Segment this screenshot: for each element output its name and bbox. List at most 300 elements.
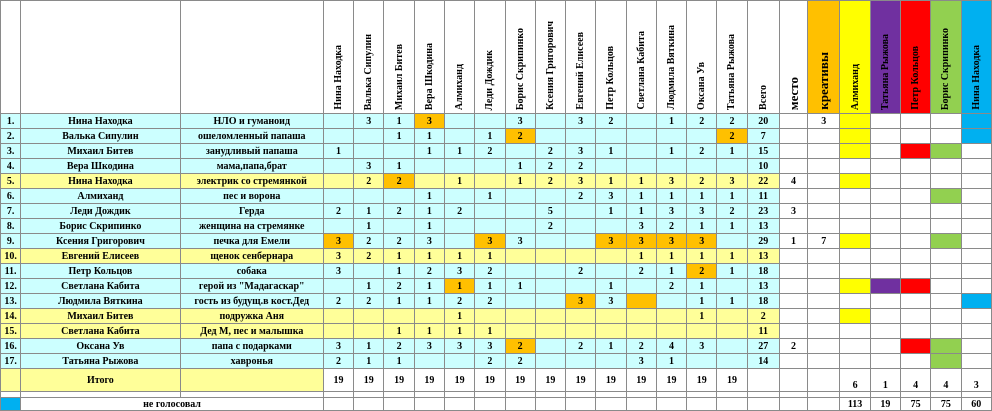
vote-cell: 2 [566,339,596,354]
vote-cell [535,264,565,279]
vote-cell: 2 [475,354,505,369]
creative-mark-yellow [840,279,870,294]
vote-cell [505,324,535,339]
vote-cell: 1 [444,279,474,294]
legend-empty [444,398,474,411]
vote-cell: 1 [444,174,474,189]
vote-cell: 1 [717,189,747,204]
creative-mark-green [931,339,961,354]
vote-cell [384,309,414,324]
vote-cell [414,354,444,369]
creative-count: 3 [961,369,992,392]
work-title: подружка Аня [180,309,323,324]
creative-mark-empty [840,294,870,309]
vote-cell: 2 [384,174,414,189]
author-name: Валька Сипулин [21,129,180,144]
vote-cell [596,309,626,324]
place-cell: 1 [779,234,807,249]
vote-cell: 2 [687,114,717,129]
legend-text: не голосовал [21,398,324,411]
vote-cell: 3 [505,114,535,129]
total-cell: 23 [747,204,779,219]
kreativ-cell [808,174,840,189]
vote-cell: 1 [414,279,444,294]
vote-cell [626,114,656,129]
vote-cell [444,219,474,234]
voter-header [444,1,474,114]
voter-header-label: Вера Шкодина [423,42,435,110]
vote-cell [717,324,747,339]
vote-cell: 1 [687,249,717,264]
kreativ-cell [808,249,840,264]
vote-cell: 1 [596,144,626,159]
vote-cell: 2 [444,204,474,219]
itogo-vote: 19 [414,369,444,392]
vote-cell [505,294,535,309]
vote-cell: 1 [354,204,384,219]
kreativ-cell [808,324,840,339]
vote-cell [596,249,626,264]
vote-cell: 3 [596,294,626,309]
creative-mark-empty [900,354,930,369]
row-number: 17. [1,354,21,369]
creative-mark-empty [840,324,870,339]
legend-empty [505,398,535,411]
table-row [1,264,992,279]
place-cell [779,309,807,324]
vote-cell: 3 [566,114,596,129]
legend-empty [717,398,747,411]
vote-cell: 3 [687,234,717,249]
vote-cell: 1 [384,264,414,279]
row-number: 9. [1,234,21,249]
place-cell [779,144,807,159]
place-cell [779,219,807,234]
vote-cell: 2 [354,174,384,189]
itogo-work [180,369,323,392]
creative-mark-empty [931,264,961,279]
vote-cell: 2 [717,114,747,129]
vote-cell: 2 [687,264,717,279]
legend-empty [596,398,626,411]
table-body [1,1,992,411]
author-name: Светлана Кабита [21,279,180,294]
author-name: Людмила Вяткина [21,294,180,309]
voter-header [354,1,384,114]
vote-cell: 1 [384,249,414,264]
vote-cell: 1 [717,144,747,159]
vote-cell: 3 [566,144,596,159]
table-row [1,339,992,354]
creative-mark-purple [870,279,900,294]
table-row [1,234,992,249]
vote-cell: 2 [505,354,535,369]
row-number: 16. [1,339,21,354]
legend-empty [354,398,384,411]
kreativ-cell [808,294,840,309]
row-number: 8. [1,219,21,234]
vote-cell: 1 [596,174,626,189]
work-title: пес и ворона [180,189,323,204]
kreativ-cell [808,219,840,234]
row-number: 14. [1,309,21,324]
itogo-vote: 19 [323,369,353,392]
vote-cell: 1 [656,249,686,264]
creative-header [961,1,992,114]
row-number: 10. [1,249,21,264]
vote-cell [535,324,565,339]
kreativ-cell [808,129,840,144]
vote-cell: 2 [323,354,353,369]
vote-cell: 2 [626,339,656,354]
row-number: 12. [1,279,21,294]
work-title: мама,папа,брат [180,159,323,174]
legend-empty [535,398,565,411]
creative-mark-empty [840,219,870,234]
voter-header [626,1,656,114]
vote-cell: 2 [384,279,414,294]
voter-header-label: Петр Кольцов [605,46,617,110]
table-row [1,189,992,204]
creative-mark-empty [931,114,961,129]
total-cell: 20 [747,114,779,129]
row-number: 4. [1,159,21,174]
vote-cell: 2 [384,339,414,354]
creative-header-label: Нина Находка [970,45,982,110]
place-cell [779,279,807,294]
creative-mark-yellow [840,174,870,189]
creative-count: 4 [931,369,961,392]
work-title: папа с подарками [180,339,323,354]
vote-cell: 2 [384,234,414,249]
voter-header [566,1,596,114]
vote-cell [505,189,535,204]
voter-header-label: Татьяна Рыжова [726,33,738,110]
vote-cell [535,279,565,294]
creative-mark-empty [870,234,900,249]
creative-mark-empty [900,174,930,189]
vote-cell: 1 [414,204,444,219]
vote-cell: 2 [656,279,686,294]
author-name: Оксана Ув [21,339,180,354]
voter-header [505,1,535,114]
creative-mark-empty [870,114,900,129]
creative-mark-empty [961,354,992,369]
vote-cell [626,294,656,309]
voter-header-label: Людмила Вяткина [665,25,677,110]
vote-cell: 1 [656,264,686,279]
voter-header-label: Евгений Елисеев [575,32,587,110]
vote-cell [384,144,414,159]
creative-mark-empty [870,294,900,309]
vote-cell: 2 [566,189,596,204]
vote-cell: 1 [687,189,717,204]
total-header: Всего [747,1,779,114]
creative-mark-green [931,234,961,249]
vote-cell [475,219,505,234]
creative-mark-empty [840,249,870,264]
total-cell: 18 [747,264,779,279]
vote-cell: 2 [535,144,565,159]
total-cell: 7 [747,129,779,144]
vote-cell: 3 [444,339,474,354]
author-name: Ксения Григорович [21,234,180,249]
voter-header [475,1,505,114]
vote-cell [596,354,626,369]
row-number: 7. [1,204,21,219]
place-cell [779,249,807,264]
creative-total: 19 [870,398,900,411]
creative-mark-empty [900,219,930,234]
vote-cell: 1 [475,324,505,339]
vote-cell [384,219,414,234]
header-row [1,1,992,114]
creative-total: 75 [931,398,961,411]
creative-mark-empty [961,144,992,159]
table-row [1,114,992,129]
creative-mark-red [900,339,930,354]
vote-cell: 2 [566,264,596,279]
creative-mark-empty [900,294,930,309]
vote-cell: 3 [566,174,596,189]
vote-cell: 1 [384,129,414,144]
vote-cell: 1 [384,294,414,309]
vote-cell [717,279,747,294]
vote-cell [323,159,353,174]
voter-header-label: Михаил Битев [393,43,405,110]
legend-empty [779,398,807,411]
total-cell: 13 [747,249,779,264]
row-number: 1. [1,114,21,129]
vote-cell: 1 [444,249,474,264]
vote-cell: 3 [444,264,474,279]
work-title: герой из "Мадагаскар" [180,279,323,294]
vote-cell [717,159,747,174]
creative-mark-empty [931,204,961,219]
vote-cell: 2 [444,294,474,309]
kreativ-cell: 7 [808,234,840,249]
legend-empty [566,398,596,411]
row-number: 15. [1,324,21,339]
voter-header-label: Борис Скрипинко [514,27,526,110]
vote-cell: 1 [717,219,747,234]
creative-mark-empty [870,189,900,204]
vote-cell: 1 [475,279,505,294]
work-title: НЛО и гуманоид [180,114,323,129]
place-cell [779,129,807,144]
total-cell: 15 [747,144,779,159]
creative-mark-yellow [840,129,870,144]
vote-cell [414,174,444,189]
row-number: 5. [1,174,21,189]
vote-cell: 1 [444,324,474,339]
author-name: Вера Шкодина [21,159,180,174]
creative-header-label: Борис Скрипинко [940,27,952,110]
total-cell: 13 [747,279,779,294]
creative-mark-empty [931,309,961,324]
voter-header [717,1,747,114]
vote-cell [717,354,747,369]
vote-cell: 3 [323,234,353,249]
creative-mark-empty [931,324,961,339]
place-cell [779,324,807,339]
vote-cell: 1 [414,219,444,234]
vote-cell [475,174,505,189]
creative-mark-empty [961,324,992,339]
author-name: Михаил Битев [21,144,180,159]
creative-total: 75 [900,398,930,411]
vote-cell: 2 [596,114,626,129]
vote-cell [566,204,596,219]
vote-cell [626,309,656,324]
creative-mark-yellow [840,234,870,249]
work-title: собака [180,264,323,279]
legend-empty [626,398,656,411]
vote-cell: 1 [414,324,444,339]
vote-cell [535,354,565,369]
creative-mark-empty [961,159,992,174]
table-row [1,249,992,264]
vote-cell [687,324,717,339]
table-row [1,309,992,324]
place-cell [779,189,807,204]
total-cell: 27 [747,339,779,354]
creative-mark-empty [900,249,930,264]
creative-mark-empty [961,174,992,189]
vote-cell [717,234,747,249]
place-cell [779,159,807,174]
voter-header [535,1,565,114]
kreativ-cell [808,204,840,219]
vote-cell [687,159,717,174]
row-number: 13. [1,294,21,309]
place-cell [779,264,807,279]
work-title: ошеломленный папаша [180,129,323,144]
place-cell: 3 [779,204,807,219]
vote-cell: 2 [384,204,414,219]
vote-cell [626,144,656,159]
creative-mark-empty [961,309,992,324]
itogo-vote: 19 [687,369,717,392]
vote-cell: 1 [656,144,686,159]
itogo-vote: 19 [444,369,474,392]
vote-cell: 3 [475,339,505,354]
creative-header [870,1,900,114]
vote-cell: 1 [656,354,686,369]
creative-mark-empty [870,324,900,339]
vote-cell [535,339,565,354]
vote-cell [444,189,474,204]
vote-cell [475,204,505,219]
vote-cell [566,234,596,249]
vote-cell [444,159,474,174]
header-name [21,1,180,114]
vote-cell [354,324,384,339]
vote-cell: 1 [596,339,626,354]
place-cell: 2 [779,339,807,354]
creative-mark-empty [931,159,961,174]
place-header: место [779,1,807,114]
vote-cell: 2 [687,174,717,189]
creative-mark-empty [870,144,900,159]
vote-cell: 3 [414,234,444,249]
itogo-place [779,369,807,392]
voter-header-label: Алмиханд [454,63,466,110]
creative-mark-empty [870,354,900,369]
creative-total: 113 [840,398,870,411]
creative-mark-empty [961,279,992,294]
voter-header [414,1,444,114]
creative-mark-empty [840,204,870,219]
vote-cell: 3 [596,234,626,249]
voter-header-label: Светлана Кабита [635,31,647,110]
author-name: Светлана Кабита [21,324,180,339]
vote-cell: 1 [717,294,747,309]
creative-mark-empty [840,189,870,204]
creative-mark-empty [870,204,900,219]
itogo-vote: 19 [384,369,414,392]
voter-header [596,1,626,114]
creative-mark-green [931,144,961,159]
vote-cell: 1 [505,159,535,174]
vote-cell: 1 [626,174,656,189]
vote-cell [535,249,565,264]
creative-mark-empty [961,189,992,204]
creative-mark-empty [900,114,930,129]
place-cell: 4 [779,174,807,189]
creative-mark-empty [870,339,900,354]
vote-cell [444,114,474,129]
legend-empty [414,398,444,411]
vote-cell: 1 [626,249,656,264]
legend-swatch [1,398,21,411]
vote-cell: 3 [626,234,656,249]
vote-cell: 1 [505,279,535,294]
creative-mark-empty [900,189,930,204]
vote-cell [414,159,444,174]
vote-cell: 5 [535,204,565,219]
itogo-vote: 19 [656,369,686,392]
kreativ-cell [808,354,840,369]
vote-cell [505,144,535,159]
vote-cell: 3 [656,234,686,249]
vote-cell: 3 [323,264,353,279]
vote-cell: 1 [656,114,686,129]
itogo-vote: 19 [505,369,535,392]
itogo-kreativ [808,369,840,392]
vote-cell: 1 [596,204,626,219]
vote-cell: 2 [354,294,384,309]
header-num [1,1,21,114]
creative-mark-blue [961,294,992,309]
vote-cell [475,309,505,324]
vote-cell [687,354,717,369]
vote-cell [717,309,747,324]
creative-mark-yellow [840,309,870,324]
creative-mark-red [900,279,930,294]
voter-header [384,1,414,114]
vote-cell: 1 [384,159,414,174]
vote-cell [596,264,626,279]
vote-cell: 1 [444,144,474,159]
creative-mark-empty [961,249,992,264]
table-row [1,174,992,189]
creative-mark-empty [900,129,930,144]
vote-cell [535,234,565,249]
vote-cell: 2 [566,159,596,174]
creative-mark-yellow [840,144,870,159]
creative-mark-empty [870,309,900,324]
